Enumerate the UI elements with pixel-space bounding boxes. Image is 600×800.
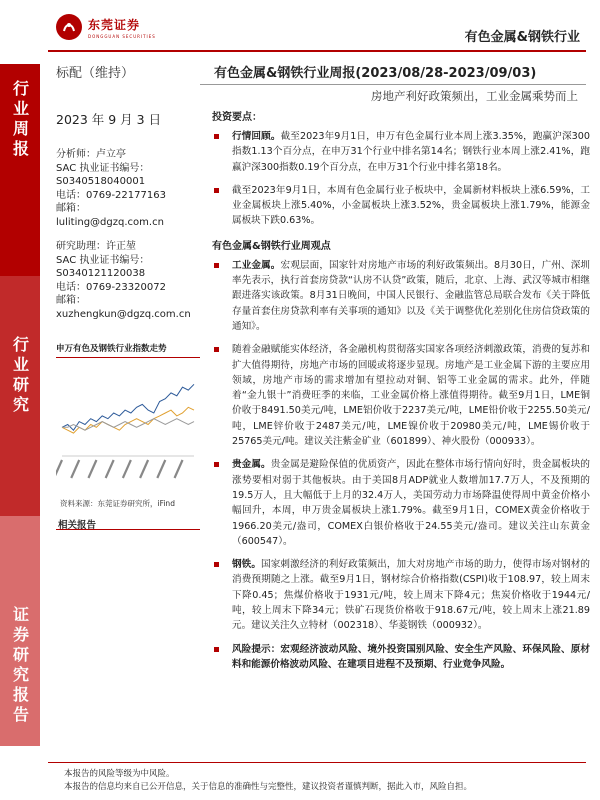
- main-content: [212, 108, 590, 680]
- view-item-label: 钢铁。: [232, 559, 262, 571]
- weekly-views-list: [212, 258, 590, 672]
- side-band-report-type: 行业周报: [0, 64, 40, 276]
- chart-title-divider: [56, 357, 200, 358]
- report-subtitle: 房地产利好政策频出，工业金属乘势而上: [371, 89, 578, 103]
- view-item-text: 随着金融赋能实体经济，各金融机构贯彻落实国家各项经济刺激政策，消费的复苏和扩大值得期待，房地产市场的回暖或将逐步显现。房地产是工业金属下游的主要应用领域，房地产市场的需求增加有望拉动对铜、铝等工业金属的需求。此外，伴随着“金九银十”消费旺季的来临，工业金属价格上涨值得期待。截至9月1日，LME铜价收于8491.50美元/吨，LME铝价收于2237美元/吨，LME铅价收于2255.50美元/吨，LME锌价收于2487美元/吨，LME镍价收于20980美元/吨，LME锡价收于25765美元/吨。建议关注紫金矿业（601899）、神火股份（000933）。: [232, 344, 590, 448]
- analyst-cert-number: S0340518040001: [56, 176, 146, 187]
- analyst-cert-label: SAC 执业证书编号：: [56, 162, 150, 174]
- view-item-label: 工业金属。: [232, 259, 281, 271]
- assistant-email-label: 邮箱：: [56, 295, 86, 306]
- chart-x-tick-mark: [157, 460, 165, 478]
- assistant-phone: 电话：0769-23320072: [56, 281, 166, 293]
- analyst-email-label: 邮箱：: [56, 203, 86, 214]
- logo-english-name: DONGGUAN SECURITIES: [88, 33, 156, 39]
- risk-level-note: 本报告的风险等级为中风险。: [64, 769, 175, 779]
- footer: [64, 768, 472, 794]
- view-item: [212, 457, 590, 549]
- analyst-info: [56, 148, 196, 229]
- chart-title: 申万有色及钢铁行业指数走势: [56, 344, 167, 354]
- bullet-square-icon: [214, 263, 219, 268]
- view-item: [212, 642, 590, 673]
- company-logo: [56, 14, 156, 40]
- analyst-phone: 电话：0769-22177163: [56, 189, 166, 201]
- view-item: [212, 557, 590, 633]
- logo-emblem-icon: [56, 14, 82, 40]
- chart-x-tick-mark: [106, 460, 114, 478]
- bullet-square-icon: [214, 647, 219, 652]
- view-item-label: 贵金属。: [232, 459, 271, 471]
- bullet-square-icon: [214, 188, 219, 193]
- view-item: [212, 258, 590, 334]
- view-item: [212, 342, 590, 449]
- view-item-text: 国家刺激经济的利好政策频出，加大对房地产市场的助力，使得市场对钢材的消费预期随之上涨。截至9月1日，钢材综合价格指数(CSPI)收于108.97，较上周末下降0.45；焦煤价格收于1931元/吨，较上周末下降4元；焦炭价格收于1944元/吨，较上周末下降34元；铁矿石现货价格收于918.67元/吨，较上周末上涨21.89元。建议关注久立特材（002318）、华菱钢铁（000932）。: [232, 559, 591, 632]
- analyst-email[interactable]: luliting@dgzq.com.cn: [56, 216, 164, 228]
- chart-series-line-3: [62, 419, 194, 431]
- bullet-square-icon: [214, 134, 219, 139]
- rating-label: 标配（维持）: [56, 66, 135, 81]
- weekly-views-heading: 有色金属&钢铁行业周观点: [212, 240, 331, 252]
- overview-item-label: 行情回顾。: [232, 131, 281, 142]
- overview-item-text: 截至2023年9月1日，本周有色金属行业子板块中，金属新材料板块上涨6.59%，工业金属板块上涨5.40%，小金属板块上涨3.52%，贵金属板块上涨1.79%，能源金属板块下跌0.63%。: [232, 184, 590, 227]
- index-trend-chart: [56, 342, 200, 486]
- report-title: 有色金属&钢铁行业周报(2023/08/28-2023/09/03): [214, 66, 537, 81]
- bullet-square-icon: [214, 347, 219, 352]
- chart-plot: [56, 362, 200, 486]
- industry-tag: 有色金属&钢铁行业: [464, 30, 580, 45]
- view-item-text: 宏观经济波动风险、境外投资国别风险、安全生产风险、环保风险、原材料和能源价格波动风险、在建项目进程不及预期、行业竞争风险。: [232, 643, 590, 670]
- overview-item: [212, 129, 590, 175]
- chart-x-tick-mark: [175, 460, 183, 478]
- side-band-research-type: 行业研究: [0, 276, 40, 516]
- bullet-square-icon: [214, 462, 219, 467]
- report-date: 2023 年 9 月 3 日: [56, 112, 162, 127]
- chart-x-tick-mark: [123, 460, 131, 478]
- overview-list: [212, 129, 590, 229]
- chart-x-tick-mark: [71, 460, 79, 478]
- assistant-name: 研究助理：许正堃: [56, 241, 136, 252]
- disclaimer-note: 本报告的信息均来自已公开信息，关于信息的准确性与完整性，建议投资者谨慎判断，据此入市，风险自担。: [64, 782, 473, 792]
- overview-heading: 投资要点：: [212, 112, 262, 123]
- analyst-name: 分析师：卢立亭: [56, 149, 126, 160]
- chart-x-tick-mark: [56, 460, 62, 478]
- chart-x-tick-mark: [88, 460, 96, 478]
- chart-x-tick-mark: [140, 460, 148, 478]
- header-divider: [48, 50, 586, 52]
- assistant-cert-label: SAC 执业证书编号：: [56, 254, 150, 266]
- assistant-email[interactable]: xuzhengkun@dgzq.com.cn: [56, 308, 191, 320]
- logo-name: 东莞证券: [88, 17, 141, 32]
- footer-divider: [48, 762, 586, 763]
- bullet-square-icon: [214, 562, 219, 567]
- research-assistant-info: [56, 240, 196, 321]
- related-reports-divider: [56, 529, 200, 530]
- chart-source: 资料来源：东莞证券研究所，iFind: [60, 499, 175, 508]
- assistant-cert-number: S0340121120038: [56, 268, 146, 279]
- related-reports-heading: 相关报告: [58, 520, 97, 531]
- subtitle-divider: [200, 84, 586, 85]
- view-item-text: 宏观层面，国家针对房地产市场的利好政策频出。8月30日，广州、深圳率先表示，执行首套房贷款“认房不认贷”政策，随后，北京、上海、武汉等城市相继跟进落实该政策。8月31日晚间，中国人民银行、金融监管总局联合发布《关于降低存量首套住房贷款利率有关事项的通知》以及《关于调整优化差别化住房信贷政策的通知》。: [232, 259, 591, 332]
- side-band-securities-report: 证券研究报告: [0, 516, 40, 746]
- overview-item-text: 截至2023年9月1日，申万有色金属行业本周上涨3.35%，跑赢沪深300指数1.13个百分点，在申万31个行业中排名第14名；钢铁行业本周上涨2.41%，跑赢沪深300指数0.19个百分点，在申万31个行业中排名第18名。: [232, 131, 590, 173]
- view-item-label: 风险提示：: [232, 643, 281, 655]
- view-item-text: 贵金属是避险保值的优质资产，因此在整体市场行情向好时，贵金属板块的涨势要相对弱于其他板块。由于美国8月ADP就业人数增加17.7万人，不及预期的19.5万人，且大幅低于上月的32.4万人，美国劳动力市场降温使得周中黄金价格小幅回升，本周，申万贵金属板块上涨1.79%。截至9月1日，COMEX黄金价格收于1966.20美元/盎司，COMEX白银价格收于24.55美元/盎司。建议关注山东黄金（600547）。: [232, 459, 591, 547]
- side-band: [0, 0, 40, 800]
- overview-item: [212, 183, 590, 229]
